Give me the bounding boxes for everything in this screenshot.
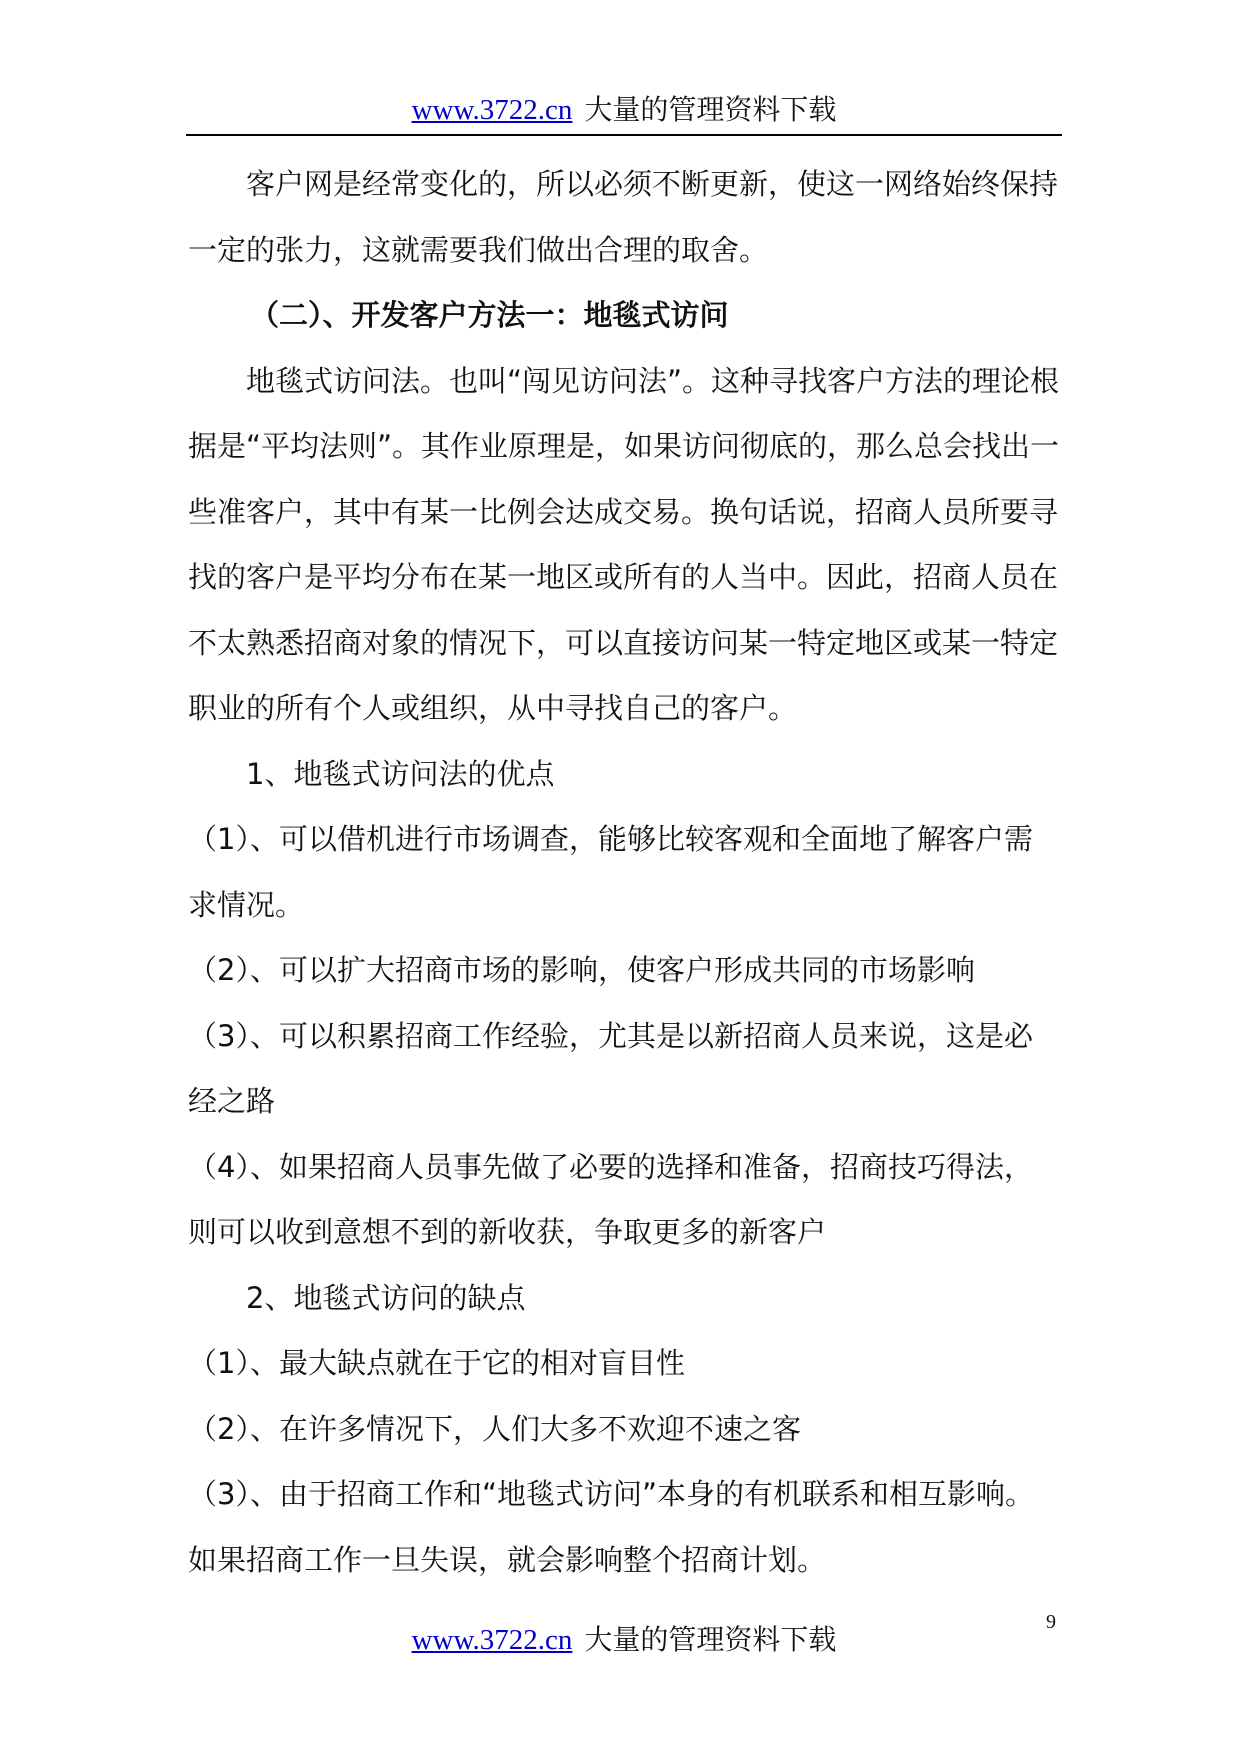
advantage-item-2: （2）、可以扩大招商市场的影响，使客户形成共同的市场影响 bbox=[188, 953, 975, 987]
disadvantage-item-1: （1）、最大缺点就在于它的相对盲目性 bbox=[188, 1346, 685, 1380]
footer-tagline: 大量的管理资料下载 bbox=[584, 1623, 837, 1656]
disadvantage-item-2: （2）、在许多情况下，人们大多不欢迎不速之客 bbox=[188, 1411, 801, 1446]
paragraph-method: 地毯式访问法。也叫“闯见访问法”。这种寻找客户方法的理论根据是“平均法则”。其作业原理是，如果访问彻底的，那么总会找出一些准客户，其中有某一比例会达成交易。换句话说，招商人员所要寻找的客户是平均分布在某一地区或所有的人当中。因此，招商人员在不太熟悉招商对象的情况下，可以直接访问某一特定地区或某一特定职业的所有个人或组织，从中寻找自己的客户。 bbox=[188, 363, 1060, 725]
page-header bbox=[186, 86, 1062, 136]
subheading-disadvantages: 2、地毯式访问的缺点 bbox=[246, 1280, 526, 1315]
header-site-link[interactable]: www.3722.cn bbox=[411, 94, 573, 126]
paragraph-intro: 客户网是经常变化的，所以必须不断更新，使这一网络始终保持一定的张力，这就需要我们做出合理的取舍。 bbox=[188, 167, 1059, 267]
document-body bbox=[188, 152, 1060, 1593]
page-number: 9 bbox=[1046, 1611, 1056, 1633]
disadvantage-item-3: （3）、由于招商工作和“地毯式访问”本身的有机联系和相互影响。如果招商工作一旦失误，就会影响整个招商计划。 bbox=[188, 1477, 1034, 1577]
advantage-item-3: （3）、可以积累招商工作经验，尤其是以新招商人员来说，这是必经之路 bbox=[188, 1018, 1033, 1118]
header-tagline: 大量的管理资料下载 bbox=[584, 93, 837, 126]
footer-site-link[interactable]: www.3722.cn bbox=[411, 1624, 573, 1656]
section-heading: （二）、开发客户方法一：地毯式访问 bbox=[250, 298, 729, 332]
advantage-item-4: （4）、如果招商人员事先做了必要的选择和准备，招商技巧得法，则可以收到意想不到的新收获，争取更多的新客户 bbox=[188, 1149, 1033, 1249]
subheading-advantages: 1、地毯式访问法的优点 bbox=[246, 756, 555, 791]
page-footer bbox=[186, 1616, 1062, 1664]
advantage-item-1: （1）、可以借机进行市场调查，能够比较客观和全面地了解客户需求情况。 bbox=[188, 822, 1033, 922]
